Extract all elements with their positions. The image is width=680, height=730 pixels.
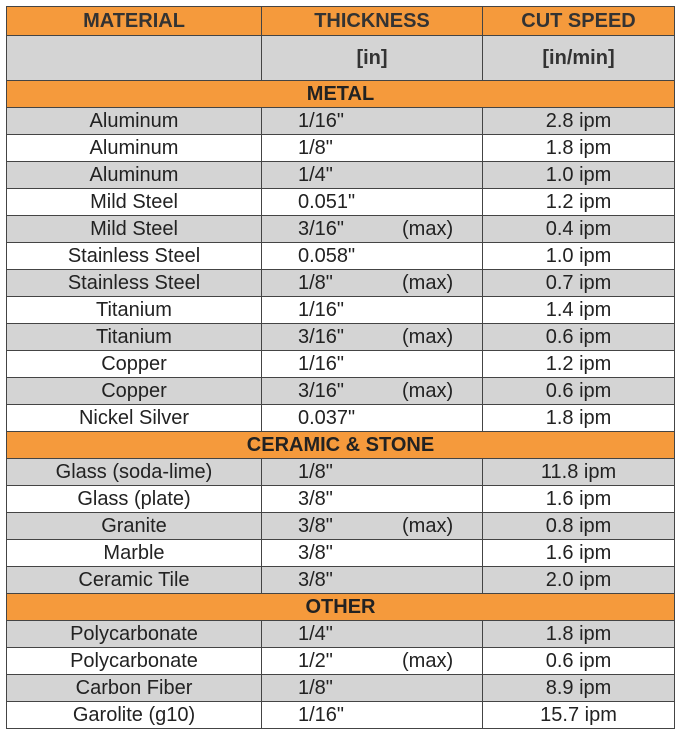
thickness-value: 0.051" (298, 191, 356, 213)
thickness-value: 1/4" (298, 164, 333, 186)
cut-speed-cell: 1.8 ipm (483, 405, 675, 432)
section-header-row (7, 432, 675, 459)
table-row (7, 162, 675, 189)
cut-speed-cell: 1.0 ipm (483, 243, 675, 270)
cut-speed-cell: 0.8 ipm (483, 513, 675, 540)
thickness-cell (262, 513, 483, 540)
table-row (7, 621, 675, 648)
material-cell: Copper (7, 378, 262, 405)
material-cell: Glass (soda-lime) (7, 459, 262, 486)
table-row (7, 378, 675, 405)
section-header-row (7, 81, 675, 108)
thickness-cell (262, 324, 483, 351)
thickness-value: 1/2" (298, 650, 333, 672)
table-row (7, 702, 675, 729)
cut-speed-cell: 1.0 ipm (483, 162, 675, 189)
thickness-cell (262, 216, 483, 243)
table-row (7, 648, 675, 675)
material-cell: Copper (7, 351, 262, 378)
header-material: MATERIAL (7, 7, 262, 36)
section-title: CERAMIC & STONE (7, 432, 675, 459)
thickness-cell (262, 135, 483, 162)
thickness-value: 3/16" (298, 218, 345, 240)
thickness-value: 1/8" (298, 461, 333, 483)
header-row (7, 7, 675, 36)
units-row (7, 36, 675, 81)
thickness-cell (262, 675, 483, 702)
table-row (7, 459, 675, 486)
thickness-cell (262, 702, 483, 729)
thickness-value: 3/8" (298, 488, 333, 510)
material-cell: Titanium (7, 297, 262, 324)
thickness-value: 3/16" (298, 326, 345, 348)
thickness-cell (262, 243, 483, 270)
table-row (7, 567, 675, 594)
table-row (7, 108, 675, 135)
material-cell: Polycarbonate (7, 621, 262, 648)
table-row (7, 216, 675, 243)
thickness-cell (262, 405, 483, 432)
max-note: (max) (402, 218, 454, 240)
thickness-cell (262, 648, 483, 675)
thickness-value: 1/16" (298, 704, 345, 726)
thickness-value: 0.037" (298, 407, 356, 429)
cut-speed-cell: 0.6 ipm (483, 648, 675, 675)
table-row (7, 540, 675, 567)
thickness-cell (262, 621, 483, 648)
material-cell: Stainless Steel (7, 270, 262, 297)
thickness-cell (262, 162, 483, 189)
cut-speed-cell: 2.0 ipm (483, 567, 675, 594)
thickness-cell (262, 108, 483, 135)
material-cell: Nickel Silver (7, 405, 262, 432)
table-row (7, 513, 675, 540)
thickness-cell (262, 297, 483, 324)
material-cell: Aluminum (7, 162, 262, 189)
units-thickness: [in] (262, 36, 483, 81)
thickness-value: 1/4" (298, 623, 333, 645)
cut-speed-cell: 1.8 ipm (483, 135, 675, 162)
material-cell: Glass (plate) (7, 486, 262, 513)
cut-speed-cell: 0.6 ipm (483, 378, 675, 405)
section-title: METAL (7, 81, 675, 108)
max-note: (max) (402, 380, 454, 402)
cut-speed-table (6, 6, 675, 729)
thickness-cell (262, 540, 483, 567)
thickness-value: 1/16" (298, 353, 345, 375)
table-row (7, 297, 675, 324)
cut-speed-cell: 0.7 ipm (483, 270, 675, 297)
material-cell: Mild Steel (7, 216, 262, 243)
thickness-cell (262, 486, 483, 513)
table-row (7, 243, 675, 270)
units-material (7, 36, 262, 81)
thickness-value: 1/8" (298, 272, 333, 294)
max-note: (max) (402, 650, 454, 672)
material-cell: Garolite (g10) (7, 702, 262, 729)
cut-speed-cell: 0.4 ipm (483, 216, 675, 243)
header-cut-speed: CUT SPEED (483, 7, 675, 36)
material-cell: Aluminum (7, 135, 262, 162)
cut-speed-cell: 1.2 ipm (483, 351, 675, 378)
thickness-value: 1/8" (298, 137, 333, 159)
material-cell: Aluminum (7, 108, 262, 135)
cut-speed-cell: 11.8 ipm (483, 459, 675, 486)
cut-speed-cell: 0.6 ipm (483, 324, 675, 351)
material-cell: Carbon Fiber (7, 675, 262, 702)
table-row (7, 189, 675, 216)
thickness-value: 3/8" (298, 569, 333, 591)
material-cell: Polycarbonate (7, 648, 262, 675)
max-note: (max) (402, 272, 454, 294)
thickness-value: 1/8" (298, 677, 333, 699)
cut-speed-cell: 1.6 ipm (483, 486, 675, 513)
thickness-cell (262, 351, 483, 378)
cut-speed-cell: 1.6 ipm (483, 540, 675, 567)
max-note: (max) (402, 326, 454, 348)
material-cell: Titanium (7, 324, 262, 351)
cut-speed-cell: 1.2 ipm (483, 189, 675, 216)
thickness-cell (262, 270, 483, 297)
material-cell: Mild Steel (7, 189, 262, 216)
cut-speed-cell: 2.8 ipm (483, 108, 675, 135)
table-row (7, 270, 675, 297)
section-title: OTHER (7, 594, 675, 621)
thickness-value: 0.058" (298, 245, 356, 267)
thickness-cell (262, 567, 483, 594)
thickness-value: 3/8" (298, 515, 333, 537)
table-row (7, 405, 675, 432)
units-cut-speed: [in/min] (483, 36, 675, 81)
section-header-row (7, 594, 675, 621)
table-row (7, 486, 675, 513)
cut-speed-cell: 8.9 ipm (483, 675, 675, 702)
max-note: (max) (402, 515, 454, 537)
thickness-value: 1/16" (298, 110, 345, 132)
cut-speed-cell: 15.7 ipm (483, 702, 675, 729)
thickness-value: 3/16" (298, 380, 345, 402)
material-cell: Stainless Steel (7, 243, 262, 270)
table-row (7, 135, 675, 162)
material-cell: Marble (7, 540, 262, 567)
thickness-cell (262, 378, 483, 405)
material-cell: Granite (7, 513, 262, 540)
cut-speed-cell: 1.4 ipm (483, 297, 675, 324)
cut-speed-cell: 1.8 ipm (483, 621, 675, 648)
table-row (7, 351, 675, 378)
table-row (7, 675, 675, 702)
thickness-value: 1/16" (298, 299, 345, 321)
thickness-value: 3/8" (298, 542, 333, 564)
table-row (7, 324, 675, 351)
material-cell: Ceramic Tile (7, 567, 262, 594)
thickness-cell (262, 459, 483, 486)
header-thickness: THICKNESS (262, 7, 483, 36)
thickness-cell (262, 189, 483, 216)
